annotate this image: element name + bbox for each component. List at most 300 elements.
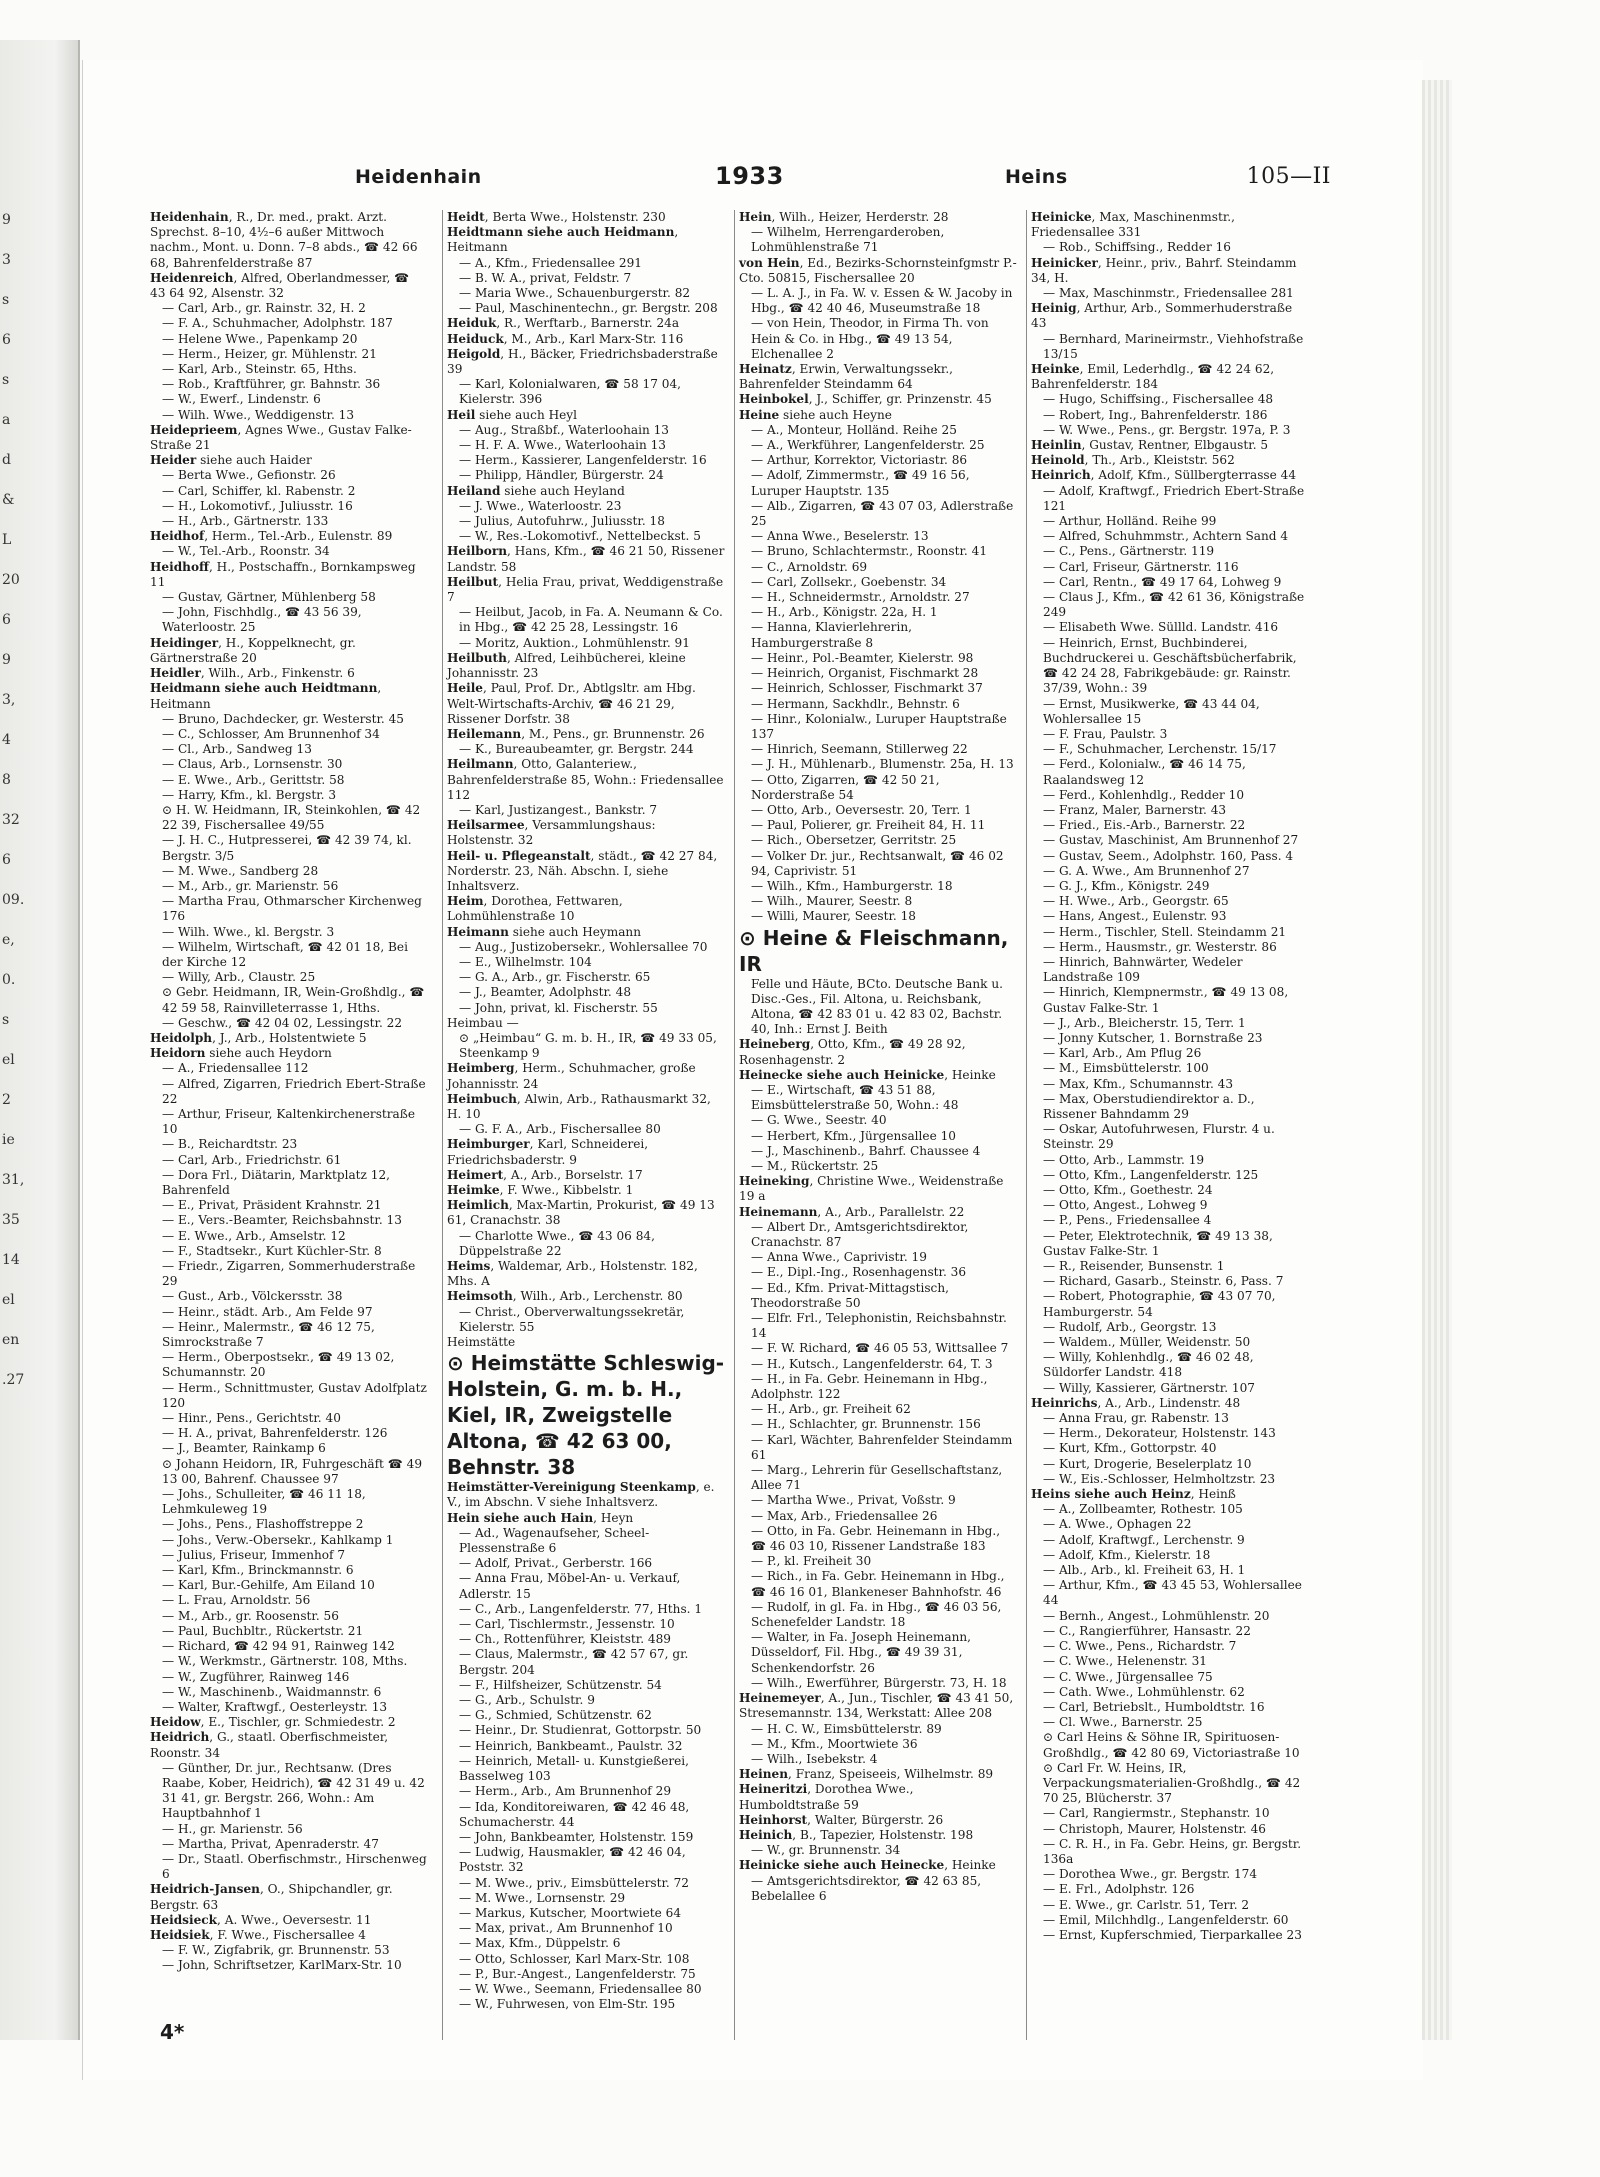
directory-subentry: — Volker Dr. jur., Rechtsanwalt, ☎ 46 02 94, Caprivistr. 51 bbox=[751, 848, 1008, 878]
entry-surname: von Hein bbox=[739, 255, 800, 270]
directory-subentry: — Dora Frl., Diätarin, Marktplatz 12, Bahrenfeld bbox=[162, 1167, 394, 1197]
directory-subentry: — J. H. C., Hutpresserei, ☎ 42 39 74, kl. Bergstr. 3/5 bbox=[162, 833, 416, 863]
column-4 bbox=[1026, 210, 1309, 2040]
directory-subentry: — C., Arb., Langenfelderstr. 77, Hths. 1 bbox=[459, 1601, 703, 1616]
directory-subentry: — Willy, Kohlenhdlg., ☎ 46 02 48, Süldorfer Landstr. 418 bbox=[1043, 1350, 1258, 1380]
facing-page-mark: el bbox=[2, 1292, 15, 1308]
directory-subentry: — Herm., Tischler, Stell. Steindamm 21 bbox=[1043, 924, 1287, 939]
facing-page-mark: 3 bbox=[2, 252, 11, 268]
directory-entry: Heidinger, H., Koppelknecht, gr. Gärtnerstraße 20 bbox=[150, 635, 360, 665]
entry-surname: Heine bbox=[739, 407, 780, 422]
directory-subentry: — W., Zugführer, Rainweg 146 bbox=[162, 1669, 350, 1684]
directory-subentry: — M. Wwe., priv., Eimsbüttelerstr. 72 bbox=[459, 1875, 689, 1890]
directory-subentry: — Arthur, Korrektor, Victoriastr. 86 bbox=[751, 453, 968, 468]
directory-subentry: — Ernst, Musikwerke, ☎ 43 44 04, Wohlersallee 15 bbox=[1043, 696, 1264, 726]
directory-entry: Heinen, Franz, Speiseeis, Wilhelmstr. 89 bbox=[739, 1767, 994, 1782]
directory-entry: Heinbokel, J., Schiffer, gr. Prinzenstr. 45 bbox=[739, 392, 992, 407]
directory-subentry: — W., Res.-Lokomotivf., Nettelbeckst. 5 bbox=[459, 529, 701, 544]
directory-subentry: — von Hein, Theodor, in Firma Th. von Hein & Co. in Hbg., ☎ 49 13 54, Elchenallee 2 bbox=[751, 316, 993, 361]
directory-subentry: — Karl, Wächter, Bahrenfelder Steindamm 61 bbox=[751, 1432, 1017, 1462]
directory-entry: Heinemeyer, A., Jun., Tischler, ☎ 43 41 50, Stresemannstr. 134, Werkstatt: Allee 208 bbox=[739, 1691, 1018, 1721]
entry-surname: Heinatz bbox=[739, 362, 792, 377]
directory-subentry: — Bruno, Dachdecker, gr. Westerstr. 45 bbox=[162, 711, 405, 726]
entry-surname: Heimbuch bbox=[447, 1091, 517, 1106]
directory-subentry: — John, Schriftsetzer, KarlMarx-Str. 10 bbox=[162, 1958, 402, 1973]
directory-subentry: — Julius, Friseur, Immenhof 7 bbox=[162, 1547, 346, 1562]
directory-entry: Heilborn, Hans, Kfm., ☎ 46 21 50, Rissener Landstr. 58 bbox=[447, 544, 729, 574]
directory-entry: Heidler, Wilh., Arb., Finkenstr. 6 bbox=[150, 666, 355, 681]
entry-surname: Heimke bbox=[447, 1183, 500, 1197]
directory-subentry: — Hinrich, Klempnermstr., ☎ 49 13 08, Gustav Falke-Str. 1 bbox=[1043, 985, 1293, 1015]
entry-surname: Heider bbox=[150, 453, 197, 468]
directory-subentry: — Herm., Arb., Am Brunnenhof 29 bbox=[459, 1784, 672, 1799]
directory-subentry: — P., Pens., Friedensallee 4 bbox=[1043, 1213, 1212, 1228]
facing-page-marks bbox=[2, 200, 42, 1400]
facing-page-mark: 9 bbox=[2, 212, 11, 228]
directory-subentry: — M., Rückertstr. 25 bbox=[751, 1158, 879, 1173]
directory-subentry: — Karl, Kfm., Brinckmannstr. 6 bbox=[162, 1563, 354, 1578]
directory-subentry: — E. Frl., Adolphstr. 126 bbox=[1043, 1882, 1195, 1897]
directory-entry: Heiduk, R., Werftarb., Barnerstr. 24a bbox=[447, 316, 680, 331]
directory-subentry: — W. Wwe., Seemann, Friedensallee 80 bbox=[459, 1981, 702, 1996]
directory-subentry: — B., Reichardtstr. 23 bbox=[162, 1137, 298, 1152]
directory-subentry: — Rudolf, Arb., Georgstr. 13 bbox=[1043, 1319, 1217, 1334]
directory-subentry: — W., gr. Brunnenstr. 34 bbox=[751, 1843, 901, 1858]
directory-subentry: — Herm., Oberpostsekr., ☎ 49 13 02, Schumannstr. 20 bbox=[162, 1350, 399, 1380]
directory-entry: Heidhof, Herm., Tel.-Arb., Eulenstr. 89 bbox=[150, 529, 393, 544]
directory-entry: Heimsoth, Wilh., Arb., Lerchenstr. 80 bbox=[447, 1289, 683, 1304]
directory-subentry: — Karl, Arb., Am Pflug 26 bbox=[1043, 1046, 1202, 1061]
directory-subentry: — Rich., Obersetzer, Gerritstr. 25 bbox=[751, 833, 957, 848]
directory-subentry: — Christ., Oberverwaltungssekretär, Kielerstr. 55 bbox=[459, 1304, 689, 1334]
facing-page-mark: el bbox=[2, 1052, 15, 1068]
directory-subentry: — Walter, Kraftwgf., Oesterleystr. 13 bbox=[162, 1699, 388, 1714]
directory-subentry: — Richard, Gasarb., Steinstr. 6, Pass. 7 bbox=[1043, 1274, 1284, 1289]
directory-subentry: — Jonny Kutscher, 1. Bornstraße 23 bbox=[1043, 1030, 1263, 1045]
directory-entry: Heim, Dorothea, Fettwaren, Lohmühlenstraße 10 bbox=[447, 894, 627, 924]
directory-subentry: — A. Wwe., Ophagen 22 bbox=[1043, 1517, 1192, 1532]
directory-subentry: — R., Reisender, Bunsenstr. 1 bbox=[1043, 1259, 1225, 1274]
directory-subentry: — Wilh. Wwe., Weddigenstr. 13 bbox=[162, 407, 355, 422]
facing-page-mark: 3, bbox=[2, 692, 16, 708]
directory-entry: Heidenreich, Alfred, Oberlandmesser, ☎ 43 64 92, Alsenstr. 32 bbox=[150, 270, 414, 301]
directory-subentry: — G. F. A., Arb., Fischersallee 80 bbox=[459, 1122, 661, 1137]
entry-surname: Heiland bbox=[447, 483, 501, 498]
entry-surname: Heidt bbox=[447, 210, 485, 224]
directory-subentry: — Carl, Friseur, Gärtnerstr. 116 bbox=[1043, 559, 1239, 574]
facing-page-mark: s bbox=[2, 1012, 10, 1028]
entry-surname: Heinemeyer bbox=[739, 1691, 821, 1706]
entry-surname: Heidsieck bbox=[150, 1912, 218, 1927]
header-last-entry: Heins bbox=[1005, 166, 1068, 188]
directory-subentry: — Wilh., Maurer, Seestr. 8 bbox=[751, 894, 913, 909]
facing-page-mark: 2 bbox=[2, 1092, 11, 1108]
directory-subentry: — Wilh., Kfm., Hamburgerstr. 18 bbox=[751, 878, 953, 893]
entry-surname: Heidolph bbox=[150, 1030, 213, 1045]
directory-subentry: — Willy, Kassierer, Gärtnerstr. 107 bbox=[1043, 1380, 1255, 1395]
directory-subentry: — Hanna, Klavierlehrerin, Hamburgerstraße 8 bbox=[751, 620, 916, 650]
directory-subentry: — Karl, Bur.-Gehilfe, Am Eiland 10 bbox=[162, 1578, 375, 1593]
entry-surname: Heiduk bbox=[447, 316, 497, 331]
directory-subentry: — Anna Wwe., Beselerstr. 13 bbox=[751, 529, 929, 544]
directory-subentry: — Adolf, Kraftwgf., Friedrich Ebert-Straße 121 bbox=[1043, 483, 1309, 513]
directory-subentry: — H. F. A. Wwe., Waterloohain 13 bbox=[459, 438, 666, 453]
facing-page-mark: 6 bbox=[2, 852, 11, 868]
directory-entry: Heineritzi, Dorothea Wwe., Humboldtstraße 59 bbox=[739, 1782, 918, 1812]
directory-entry: Heimstätter-Vereinigung Steenkamp, e. V., im Abschn. V siehe Inhaltsverz. bbox=[447, 1480, 719, 1510]
directory-entry: Heinicke siehe auch Heinecke, Heinke bbox=[739, 1858, 996, 1873]
directory-subentry: — Paul, Maschinentechn., gr. Bergstr. 208 bbox=[459, 301, 718, 316]
facing-page-mark: 8 bbox=[2, 772, 11, 788]
directory-subentry: — Rob., Schiffsing., Redder 16 bbox=[1043, 240, 1231, 255]
directory-subentry: — G. A. Wwe., Am Brunnenhof 27 bbox=[1043, 863, 1250, 878]
directory-subentry: — A., Zollbeamter, Rothestr. 105 bbox=[1043, 1502, 1243, 1517]
directory-subentry: — Kurt, Drogerie, Beselerplatz 10 bbox=[1043, 1456, 1252, 1471]
entry-surname: Heinemann bbox=[739, 1204, 818, 1219]
directory-entry: Heidow, E., Tischler, gr. Schmiedestr. 2 bbox=[150, 1715, 396, 1730]
entry-surname: Heinrichs bbox=[1031, 1395, 1098, 1410]
directory-subentry: — H. A., privat, Bahrenfelderstr. 126 bbox=[162, 1426, 388, 1441]
directory-entry: Heiland siehe auch Heyland bbox=[447, 483, 625, 498]
directory-entry: Heider siehe auch Haider bbox=[150, 453, 312, 468]
directory-subentry: — Rob., Kraftführer, gr. Bahnstr. 36 bbox=[162, 377, 381, 392]
directory-subentry: — E. Wwe., gr. Carlstr. 51, Terr. 2 bbox=[1043, 1897, 1250, 1912]
directory-subentry: — Robert, Ing., Bahrenfelderstr. 186 bbox=[1043, 407, 1268, 422]
directory-entry: Heile, Paul, Prof. Dr., Abtlgsltr. am Hbg. Welt-Wirtschafts-Archiv, ☎ 46 21 29, Rissener Dorfstr. 38 bbox=[447, 681, 700, 726]
entry-surname: Heinich bbox=[739, 1827, 793, 1842]
directory-subentry: — Hinr., Kolonialw., Luruper Hauptstraße 137 bbox=[751, 711, 1011, 741]
directory-subentry: — Carl, Betriebslt., Humboldtstr. 16 bbox=[1043, 1699, 1265, 1714]
directory-subentry: — Paul, Buchbltr., Rückertstr. 21 bbox=[162, 1623, 364, 1638]
directory-subentry: — E. Wwe., Arb., Gerittstr. 58 bbox=[162, 772, 345, 787]
directory-subentry: — Adolf, Kfm., Kielerstr. 18 bbox=[1043, 1547, 1211, 1562]
directory-subentry: — Maria Wwe., Schauenburgerstr. 82 bbox=[459, 286, 691, 301]
entry-surname: Heidinger bbox=[150, 635, 219, 650]
directory-subentry: — A., Kfm., Friedensallee 291 bbox=[459, 255, 642, 270]
entry-surname: Hein bbox=[739, 210, 772, 224]
facing-page-mark: 4 bbox=[2, 732, 11, 748]
entry-surname: Heinlin bbox=[1031, 438, 1082, 453]
facing-page-mark: d bbox=[2, 452, 11, 468]
facing-page-mark: 6 bbox=[2, 612, 11, 628]
entry-surname: Heimert bbox=[447, 1167, 504, 1182]
directory-subentry: — Karl, Justizangest., Bankstr. 7 bbox=[459, 802, 658, 817]
directory-subentry: — M. Wwe., Lornsenstr. 29 bbox=[459, 1890, 626, 1905]
entry-surname: Heineberg bbox=[739, 1037, 811, 1052]
entry-surname: Heilsarmee bbox=[447, 818, 525, 833]
directory-subentry: — Heinrich, Bankbeamt., Paulstr. 32 bbox=[459, 1738, 683, 1753]
directory-subentry: — A., Monteur, Holländ. Reihe 25 bbox=[751, 422, 957, 437]
directory-subentry: — Heinr., Dr. Studienrat, Gottorpstr. 50 bbox=[459, 1723, 702, 1738]
facing-page-mark: s bbox=[2, 292, 10, 308]
column-2 bbox=[442, 210, 729, 2040]
directory-subentry: — J., Maschinenb., Bahrf. Chaussee 4 bbox=[751, 1143, 981, 1158]
directory-subentry: — Herbert, Kfm., Jürgensallee 10 bbox=[751, 1128, 956, 1143]
directory-entry: Heineking, Christine Wwe., Weidenstraße 19 a bbox=[739, 1174, 1008, 1204]
directory-subentry: — Friedr., Zigarren, Sommerhuderstraße 29 bbox=[162, 1259, 420, 1289]
directory-subentry: — W., Eis.-Schlosser, Helmholtzstr. 23 bbox=[1043, 1471, 1276, 1486]
page-number: 105—II bbox=[1246, 164, 1331, 189]
directory-entry: Heinich, B., Tapezier, Holstenstr. 198 bbox=[739, 1827, 974, 1842]
directory-subentry: — Heinr., Pol.-Beamter, Kielerstr. 98 bbox=[751, 650, 974, 665]
directory-subentry: — Ferd., Kolonialw., ☎ 46 14 75, Raalandsweg 12 bbox=[1043, 757, 1250, 787]
directory-subentry: — Adolf, Privat., Gerberstr. 166 bbox=[459, 1556, 653, 1571]
entry-surname: Heinhorst bbox=[739, 1812, 808, 1827]
directory-subentry: — Hermann, Sackhdlr., Behnstr. 6 bbox=[751, 696, 960, 711]
entry-surname: Heinke bbox=[1031, 362, 1080, 377]
directory-subentry: — F., Stadtsekr., Kurt Küchler-Str. 8 bbox=[162, 1243, 382, 1258]
directory-entry: Heineberg, Otto, Kfm., ☎ 49 28 92, Rosenhagenstr. 2 bbox=[739, 1037, 970, 1067]
entry-surname: Heidler bbox=[150, 666, 201, 681]
directory-entry: Heimberg, Herm., Schuhmacher, große Johannisstr. 24 bbox=[447, 1061, 700, 1091]
directory-subentry: — H., Arb., gr. Freiheit 62 bbox=[751, 1402, 911, 1417]
directory-subentry: — E., Vers.-Beamter, Reichsbahnstr. 13 bbox=[162, 1213, 402, 1228]
entry-surname: Heinicker bbox=[1031, 255, 1098, 270]
directory-subentry: — Alb., Zigarren, ☎ 43 07 03, Adlerstraße 25 bbox=[751, 498, 1018, 529]
directory-subentry: — Otto, Angest., Lohweg 9 bbox=[1043, 1198, 1208, 1213]
directory-subentry: — Heinrich, Metall- u. Kunstgießerei, Basselweg 103 bbox=[459, 1753, 693, 1784]
directory-subentry: — Hinrich, Seemann, Stillerweg 22 bbox=[751, 742, 968, 757]
directory-entry: Heimert, A., Arb., Borselstr. 17 bbox=[447, 1167, 643, 1182]
directory-entry: Heilbut, Helia Frau, privat, Weddigenstraße 7 bbox=[447, 574, 727, 605]
facing-page-mark: 6 bbox=[2, 332, 11, 348]
directory-subentry: ⊙ „Heimbau“ G. m. b. H., IR, ☎ 49 33 05, Steenkamp 9 bbox=[459, 1030, 721, 1061]
directory-subentry: — Emil, Milchhdlg., Langenfelderstr. 60 bbox=[1043, 1912, 1289, 1927]
directory-entry: Heine siehe auch Heyne bbox=[739, 407, 892, 422]
directory-subentry: — Waldem., Müller, Weidenstr. 50 bbox=[1043, 1335, 1251, 1350]
facing-page-mark: 0. bbox=[2, 972, 16, 988]
facing-page-mark: en bbox=[2, 1332, 20, 1348]
directory-subentry: — C., Arnoldstr. 69 bbox=[751, 559, 868, 574]
directory-subentry: — Hinrich, Bahnwärter, Wedeler Landstraße 109 bbox=[1043, 954, 1247, 985]
directory-entry: Heimke, F. Wwe., Kibbelstr. 1 bbox=[447, 1183, 634, 1197]
directory-entry: Heinecke siehe auch Heinicke, Heinke bbox=[739, 1067, 996, 1082]
directory-entry: Heilsarmee, Versammlungshaus: Holstenstr. 32 bbox=[447, 818, 660, 848]
directory-subentry: ⊙ Gebr. Heidmann, IR, Wein-Großhdlg., ☎ 42 59 58, Rainvilleterrasse 1, Hths. bbox=[162, 985, 429, 1015]
directory-entry: Heidrich-Jansen, O., Shipchandler, gr. Bergstr. 63 bbox=[150, 1882, 397, 1912]
directory-entry: Heidt, Berta Wwe., Holstenstr. 230 bbox=[447, 210, 666, 224]
directory-subentry: — W., Ewerf., Lindenstr. 6 bbox=[162, 392, 321, 407]
directory-subentry: — L. Frau, Arnoldstr. 56 bbox=[162, 1593, 311, 1608]
facing-page-mark: e, bbox=[2, 932, 15, 948]
entry-surname: Heidhof bbox=[150, 529, 205, 544]
directory-subentry: Felle und Häute, BCto. Deutsche Bank u. Disc.-Ges., Fil. Altona, u. Reichsbank, Altona, ☎ 42 83 01 u. 42 83 02, Bachstr. 40, Inh.: Ernst J. Beith bbox=[751, 976, 1007, 1037]
entry-surname: Heidtmann siehe auch Heidmann bbox=[447, 225, 675, 240]
directory-subentry: — Herm., Kassierer, Langenfelderstr. 16 bbox=[459, 453, 707, 468]
directory-subentry: — Max, Kfm., Schumannstr. 43 bbox=[1043, 1076, 1234, 1091]
facing-page-edge bbox=[0, 40, 80, 2040]
entry-surname: Heinicke bbox=[1031, 210, 1092, 224]
directory-subentry: — Christoph, Maurer, Holstenstr. 46 bbox=[1043, 1821, 1266, 1836]
directory-subentry: — Wilh., Ewerführer, Bürgerstr. 73, H. 18 bbox=[751, 1675, 1007, 1690]
directory-subentry: — Herm., Schnittmuster, Gustav Adolfplatz 120 bbox=[162, 1380, 431, 1410]
entry-surname: Heim bbox=[447, 894, 484, 909]
directory-subentry: — Wilhelm, Herrengarderoben, Lohmühlenstraße 71 bbox=[751, 225, 949, 255]
directory-entry: Heidhoff, H., Postschaffn., Bornkampsweg 11 bbox=[150, 559, 420, 589]
directory-subentry: ⊙ Carl Fr. W. Heins, IR, Verpackungsmaterialien-Großhdlg., ☎ 42 70 25, Blücherstr. 37 bbox=[1043, 1760, 1305, 1806]
directory-entry: Heidsiek, F. Wwe., Fischersallee 4 bbox=[150, 1927, 366, 1942]
directory-subentry: — K., Bureaubeamter, gr. Bergstr. 244 bbox=[459, 742, 694, 757]
entry-surname: Heilemann bbox=[447, 726, 522, 741]
directory-subentry: — Willi, Maurer, Seestr. 18 bbox=[751, 909, 916, 924]
directory-entry: Heidorn siehe auch Heydorn bbox=[150, 1046, 332, 1061]
directory-subentry: — Elisabeth Wwe. Süllld. Landstr. 416 bbox=[1043, 620, 1279, 635]
column-1 bbox=[150, 210, 431, 2040]
directory-subentry: — Arthur, Friseur, Kaltenkirchenerstraße 10 bbox=[162, 1106, 419, 1137]
directory-subentry: — Martha Wwe., Privat, Voßstr. 9 bbox=[751, 1493, 956, 1508]
directory-entry: Heinicke, Max, Maschinenmstr., Friedensallee 331 bbox=[1031, 210, 1239, 240]
directory-subentry: — Franz, Maler, Barnerstr. 43 bbox=[1043, 802, 1227, 817]
entry-surname: Heimburger bbox=[447, 1137, 530, 1152]
directory-entry: Heimbau — bbox=[447, 1015, 519, 1030]
directory-subentry: — Martha Frau, Othmarscher Kirchenweg 176 bbox=[162, 894, 426, 924]
entry-surname: Heilmann bbox=[447, 757, 514, 772]
directory-subentry: — Berta Wwe., Gefionstr. 26 bbox=[162, 468, 336, 483]
directory-entry: Heidolph, J., Arb., Holstentwiete 5 bbox=[150, 1030, 367, 1045]
directory-entry: Heinold, Th., Arb., Kleiststr. 562 bbox=[1031, 453, 1235, 468]
running-header bbox=[265, 160, 1337, 190]
directory-subentry: — Carl, Arb., Friedrichstr. 61 bbox=[162, 1152, 342, 1167]
directory-subentry: — H., gr. Marienstr. 56 bbox=[162, 1821, 303, 1836]
directory-subentry: — Otto, in Fa. Gebr. Heinemann in Hbg., ☎ 46 03 10, Rissener Landstraße 183 bbox=[751, 1523, 1004, 1554]
directory-entry: Heimburger, Karl, Schneiderei, Friedrichsbaderstr. 9 bbox=[447, 1137, 652, 1167]
directory-subentry: — Claus, Malermstr., ☎ 42 57 67, gr. Bergstr. 204 bbox=[459, 1647, 693, 1677]
directory-entry: Hein, Wilh., Heizer, Herderstr. 28 bbox=[739, 210, 949, 224]
directory-subentry: — Carl, Tischlermstr., Jessenstr. 10 bbox=[459, 1617, 675, 1632]
directory-subentry: — Fried., Eis.-Arb., Barnerstr. 22 bbox=[1043, 818, 1246, 833]
entry-surname: Heidmann siehe auch Heidtmann bbox=[150, 681, 378, 696]
directory-subentry: — C. Wwe., Jürgensallee 75 bbox=[1043, 1669, 1213, 1684]
directory-subentry: — Günther, Dr. jur., Rechtsanw. (Dres Raabe, Kober, Heidrich), ☎ 42 31 49 u. 42 31 41, gr. Bergstr. 266, Wohn.: Am Hauptbahnhof 1 bbox=[162, 1760, 429, 1821]
directory-subentry: — Johs., Verw.-Obersekr., Kahlkamp 1 bbox=[162, 1532, 394, 1547]
advertisement-entry: ⊙ Heine & Fleischmann, IR bbox=[739, 925, 1016, 976]
entry-surname: Heinig bbox=[1031, 301, 1077, 316]
directory-entry: Heidrich, G., staatl. Oberfischmeister, Roonstr. 34 bbox=[150, 1730, 392, 1760]
directory-subentry: ⊙ Carl Heins & Söhne IR, Spirituosen-Großhdlg., ☎ 42 80 69, Victoriastraße 10 bbox=[1043, 1730, 1300, 1760]
directory-subentry: — Anna Frau, gr. Rabenstr. 13 bbox=[1043, 1411, 1229, 1426]
signature-mark: 4* bbox=[160, 2020, 185, 2044]
directory-subentry: — Julius, Autofuhrw., Juliusstr. 18 bbox=[459, 514, 665, 529]
directory-subentry: — Johs., Schulleiter, ☎ 46 11 18, Lehmkuleweg 19 bbox=[162, 1487, 370, 1517]
directory-subentry: — C. Wwe., Helenenstr. 31 bbox=[1043, 1654, 1207, 1669]
directory-subentry: — W., Maschinenb., Waidmannstr. 6 bbox=[162, 1684, 382, 1699]
facing-page-mark: 09. bbox=[2, 892, 25, 908]
directory-subentry: — Paul, Polierer, gr. Freiheit 84, H. 11 bbox=[751, 818, 986, 833]
directory-subentry: — G. A., Arb., gr. Fischerstr. 65 bbox=[459, 970, 651, 985]
directory-entry: Heilemann, M., Pens., gr. Brunnenstr. 26 bbox=[447, 726, 705, 741]
directory-subentry: ⊙ H. W. Heidmann, IR, Steinkohlen, ☎ 42 22 39, Fischersallee 49/55 bbox=[162, 802, 425, 833]
directory-entry: Heimann siehe auch Heymann bbox=[447, 924, 642, 939]
directory-subentry: — Peter, Elektrotechnik, ☎ 49 13 38, Gustav Falke-Str. 1 bbox=[1043, 1228, 1277, 1258]
directory-subentry: — Amtsgerichtsdirektor, ☎ 42 63 85, Bebelallee 6 bbox=[751, 1873, 986, 1903]
directory-subentry: — Dorothea Wwe., gr. Bergstr. 174 bbox=[1043, 1867, 1258, 1882]
entry-surname: Heidow bbox=[150, 1715, 201, 1730]
directory-subentry: — W., Tel.-Arb., Roonstr. 34 bbox=[162, 544, 330, 559]
directory-subentry: — L. A. J., in Fa. W. v. Essen & W. Jacoby in Hbg., ☎ 42 40 46, Museumstraße 18 bbox=[751, 286, 1017, 316]
directory-subentry: — Alfred, Zigarren, Friedrich Ebert-Straße 22 bbox=[162, 1076, 430, 1106]
advertisement-entry: ⊙ Heimstätte Schleswig-Holstein, G. m. b. H., Kiel, IR, Zweigstelle Altona, ☎ 42 63 00, Behnstr. 38 bbox=[447, 1351, 725, 1480]
directory-subentry: — Heinrich, Schlosser, Fischmarkt 37 bbox=[751, 681, 983, 696]
directory-subentry: — Charlotte Wwe., ☎ 43 06 84, Düppelstraße 22 bbox=[459, 1228, 659, 1258]
facing-page-mark: 9 bbox=[2, 652, 11, 668]
directory-subentry: — Marg., Lehrerin für Gesellschaftstanz, Allee 71 bbox=[751, 1463, 1007, 1493]
facing-page-mark: ie bbox=[2, 1132, 15, 1148]
directory-entry: Heil- u. Pflegeanstalt, städt., ☎ 42 27 84, Norderstr. 23, Näh. Abschn. I, siehe Inhaltsverz. bbox=[447, 848, 722, 893]
directory-subentry: — Heilbut, Jacob, in Fa. A. Neumann & Co. in Hbg., ☎ 42 25 28, Lessingstr. 16 bbox=[459, 605, 727, 635]
directory-subentry: — F., Hilfsheizer, Schützenstr. 54 bbox=[459, 1677, 662, 1692]
directory-subentry: — Albert Dr., Amtsgerichtsdirektor, Cranachstr. 87 bbox=[751, 1219, 973, 1249]
directory-entry: Heidsieck, A. Wwe., Oeversestr. 11 bbox=[150, 1912, 372, 1927]
entry-surname: Heilbut bbox=[447, 574, 499, 589]
directory-subentry: — Ernst, Kupferschmied, Tierparkallee 23 bbox=[1043, 1927, 1302, 1942]
directory-subentry: — Oskar, Autofuhrwesen, Flurstr. 4 u. Steinstr. 29 bbox=[1043, 1122, 1279, 1152]
directory-subentry: — C. Wwe., Pens., Richardstr. 7 bbox=[1043, 1639, 1237, 1654]
directory-entry: Heimbuch, Alwin, Arb., Rathausmarkt 32, H. 10 bbox=[447, 1091, 715, 1121]
directory-entry: Heidmann siehe auch Heidtmann, Heitmann bbox=[150, 681, 386, 711]
facing-page-mark: 14 bbox=[2, 1252, 20, 1268]
directory-entry: Heins siehe auch Heinz, Heinß bbox=[1031, 1487, 1236, 1502]
directory-subentry: — C., Rangierführer, Hansastr. 22 bbox=[1043, 1623, 1251, 1638]
directory-entry: Heigold, H., Bäcker, Friedrichsbaderstraße 39 bbox=[447, 346, 722, 377]
directory-subentry: — Wilh., Isebekstr. 4 bbox=[751, 1751, 878, 1766]
entry-surname: Hein siehe auch Hain bbox=[447, 1510, 594, 1525]
directory-subentry: — Walter, in Fa. Joseph Heinemann, Düsseldorf, Fil. Hbg., ☎ 49 39 31, Schenkendorfstr. 26 bbox=[751, 1630, 975, 1675]
directory-subentry: — Elfr. Frl., Telephonistin, Reichsbahnstr. 14 bbox=[751, 1311, 1011, 1341]
directory-subentry: — Otto, Arb., Lammstr. 19 bbox=[1043, 1152, 1205, 1167]
directory-subentry: — G., Schmied, Schützenstr. 62 bbox=[459, 1708, 652, 1723]
directory-subentry: — Dr., Staatl. Oberfischmstr., Hirschenweg 6 bbox=[162, 1851, 431, 1882]
directory-subentry: — Wilhelm, Wirtschaft, ☎ 42 01 18, Bei der Kirche 12 bbox=[162, 939, 412, 969]
facing-page-mark: a bbox=[2, 412, 11, 428]
directory-subentry: — Claus, Arb., Lornsenstr. 30 bbox=[162, 757, 343, 772]
directory-subentry: — H., Schneidermstr., Arnoldstr. 27 bbox=[751, 590, 970, 605]
directory-entry: Hein siehe auch Hain, Heyn bbox=[447, 1510, 634, 1525]
directory-subentry: — Aug., Justizobersekr., Wohlersallee 70 bbox=[459, 939, 708, 954]
directory-subentry: — J. H., Mühlenarb., Blumenstr. 25a, H. 13 bbox=[751, 757, 1014, 772]
directory-subentry: — E., Wirtschaft, ☎ 43 51 88, Eimsbüttelerstraße 50, Wohn.: 48 bbox=[751, 1082, 959, 1113]
directory-subentry: — Martha, Privat, Apenraderstr. 47 bbox=[162, 1836, 379, 1851]
directory-entry: Heinatz, Erwin, Verwaltungssekr., Bahrenfelder Steindamm 64 bbox=[739, 362, 957, 392]
directory-subentry: — Cl. Wwe., Barnerstr. 25 bbox=[1043, 1715, 1203, 1730]
directory-subentry: — W., Werkmstr., Gärtnerstr. 108, Mths. bbox=[162, 1654, 408, 1669]
directory-subentry: — Alb., Arb., kl. Freiheit 63, H. 1 bbox=[1043, 1563, 1246, 1578]
directory-subentry: — C. R. H., in Fa. Gebr. Heins, gr. Bergstr. 136a bbox=[1043, 1836, 1305, 1866]
directory-entry: Heinig, Arthur, Arb., Sommerhuderstraße 43 bbox=[1031, 301, 1296, 331]
directory-subentry: — Carl, Arb., gr. Rainstr. 32, H. 2 bbox=[162, 301, 366, 316]
directory-subentry: — F. Frau, Paulstr. 3 bbox=[1043, 726, 1168, 741]
directory-subentry: — John, privat, kl. Fischerstr. 55 bbox=[459, 1000, 658, 1015]
facing-page-mark: 32 bbox=[2, 812, 20, 828]
directory-subentry: — G. J., Kfm., Königstr. 249 bbox=[1043, 878, 1210, 893]
directory-subentry: — Cl., Arb., Sandweg 13 bbox=[162, 742, 312, 757]
entry-surname: Heimberg bbox=[447, 1061, 515, 1076]
directory-subentry: — B. W. A., privat, Feldstr. 7 bbox=[459, 270, 632, 285]
directory-subentry: — Max, Maschinmstr., Friedensallee 281 bbox=[1043, 286, 1294, 301]
directory-subentry: — Max, Oberstudiendirektor a. D., Rissener Bahndamm 29 bbox=[1043, 1091, 1259, 1121]
directory-subentry: — Hinr., Pens., Gerichtstr. 40 bbox=[162, 1411, 341, 1426]
entry-surname: Heineking bbox=[739, 1174, 810, 1189]
entry-surname: Heimstätter-Vereinigung Steenkamp bbox=[447, 1480, 696, 1495]
directory-subentry: — G. Wwe., Seestr. 40 bbox=[751, 1113, 887, 1128]
directory-subentry: — M., Arb., gr. Roosenstr. 56 bbox=[162, 1608, 339, 1623]
directory-subentry: — Aug., Straßbf., Waterloohain 13 bbox=[459, 422, 669, 437]
directory-subentry: — M., Eimsbüttelerstr. 100 bbox=[1043, 1061, 1209, 1076]
column-3 bbox=[734, 210, 1017, 2040]
directory-subentry: — Herm., Hausmstr., gr. Westerstr. 86 bbox=[1043, 939, 1277, 954]
directory-subentry: — J. Wwe., Waterloostr. 23 bbox=[459, 498, 622, 513]
directory-entry: Heimstätte bbox=[447, 1335, 516, 1350]
directory-subentry: — W., Fuhrwesen, von Elm-Str. 195 bbox=[459, 1997, 676, 2012]
